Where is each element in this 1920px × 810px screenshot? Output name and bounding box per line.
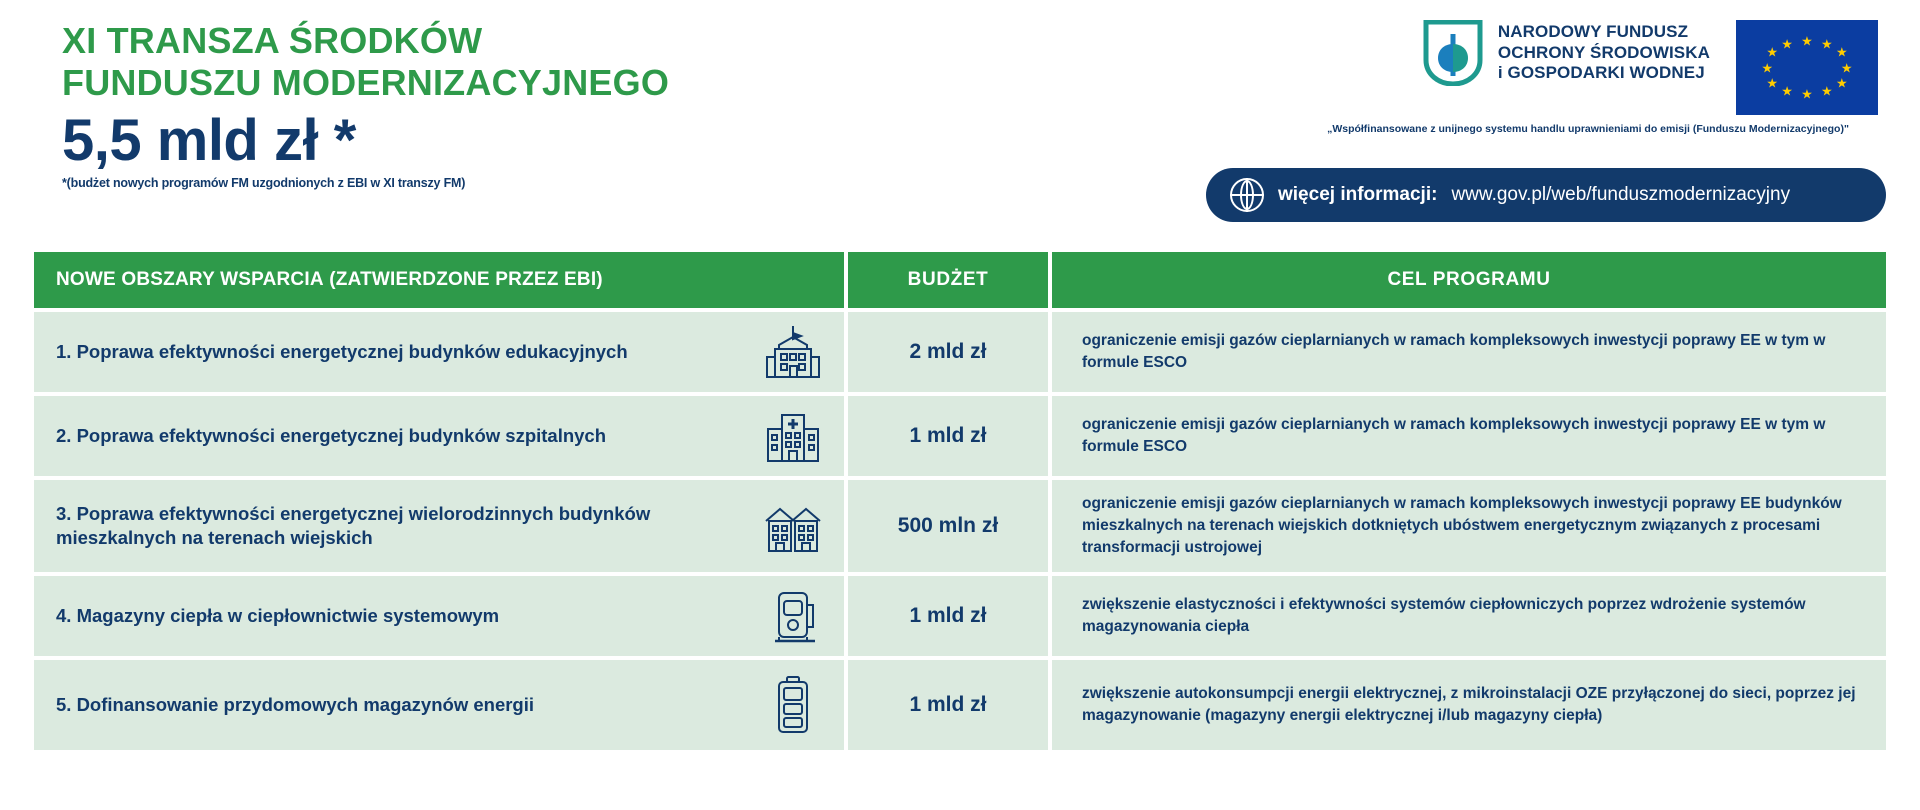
row-area-label: 1. Poprawa efektywności energetycznej budynków edukacyjnych [56,341,628,363]
headline-line-2: FUNDUSZU MODERNIZACYJNEGO [62,62,670,104]
row-goal-text: ograniczenie emisji gazów cieplarnianych w ramach kompleksowych inwestycji poprawy EE w tym w formule ESCO [1052,312,1886,392]
row-budget-value: 1 mld zł [848,660,1048,750]
more-information-label: więcej informacji: [1278,184,1438,205]
column-header-goal: CEL PROGRAMU [1052,252,1886,308]
globe-icon [1230,178,1264,212]
row-area-label: 4. Magazyny ciepła w ciepłownictwie systemowym [56,605,500,627]
website-url[interactable]: www.gov.pl/web/funduszmodernizacyjny [1451,184,1791,205]
column-header-area [34,252,844,308]
residential-buildings-icon [756,497,830,555]
nfosigw-line-3: i GOSPODARKI WODNEJ [1497,63,1705,83]
row-area-label: 2. Poprawa efektywności energetycznej budynków szpitalnych [56,425,607,447]
table-row [34,312,1886,392]
table-row [34,576,1886,656]
table-row [34,660,1886,750]
cofinancing-note: „Współfinansowane z unijnego systemu handlu uprawnieniami do emisji (Funduszu Modernizacyjnego)" [1327,123,1849,135]
row-area-cell [34,660,844,750]
headline-line-1: XI TRANSZA ŚRODKÓW [62,20,483,61]
row-budget-value: 1 mld zł [848,576,1048,656]
hospital-building-icon [756,407,830,465]
row-area-label: 3. Poprawa efektywności energetycznej wielorodzinnych budynków mieszkalnych na terenach wiejskich [56,503,651,548]
page-title [62,20,669,105]
school-building-icon [756,323,830,381]
row-area-cell [34,576,844,656]
row-budget-value: 500 mln zł [848,480,1048,572]
header [34,0,1886,190]
row-goal-text: zwiększenie elastyczności i efektywności systemów ciepłowniczych poprzez wdrożenie systemów magazynowania ciepła [1052,576,1886,656]
more-information-bar[interactable] [1206,168,1886,222]
nfosigw-wordmark [1498,22,1710,84]
battery-icon [756,674,830,736]
row-goal-text: ograniczenie emisji gazów cieplarnianych w ramach kompleksowych inwestycji poprawy EE w tym w formule ESCO [1052,396,1886,476]
column-header-area-rest: (ZATWIERDZONE PRZEZ EBI) [329,269,603,290]
column-header-area-bold: NOWE OBSZARY WSPARCIA [56,269,324,290]
total-amount: 5,5 mld zł * [62,107,356,173]
amount-footnote: *(budżet nowych programów FM uzgodnionych z EBI w XI transzy FM) [62,175,466,190]
table-row [34,396,1886,476]
row-area-cell [34,312,844,392]
nfosigw-line-2: OCHRONY ŚRODOWISKA [1497,42,1710,62]
row-budget-value: 2 mld zł [848,312,1048,392]
eu-flag-icon: ★ ★ ★ ★ ★ ★ ★ ★ ★ ★ ★ ★ [1736,20,1878,115]
table-header-row [34,252,1886,308]
nfosigw-logo [1422,20,1710,86]
nfosigw-tree-icon [1422,20,1484,86]
row-budget-value: 1 mld zł [848,396,1048,476]
heat-storage-tank-icon [756,587,830,645]
row-goal-text: ograniczenie emisji gazów cieplarnianych w ramach kompleksowych inwestycji poprawy EE budynków mieszkalnych na terenach wiejskich dotkniętych ubóstwem energetycznym związanych z procesami transformacji ustrojowej [1052,480,1886,572]
headline-block [34,20,669,190]
row-area-cell [34,480,844,572]
logo-area [1298,20,1886,135]
column-header-budget: BUDŻET [848,252,1048,308]
table-row [34,480,1886,572]
row-area-label: 5. Dofinansowanie przydomowych magazynów energii [56,694,535,716]
row-goal-text: zwiększenie autokonsumpcji energii elektrycznej, z mikroinstalacji OZE przyłączonej do sieci, poprzez jej magazynowanie (magazyny energii elektrycznej i/lub magazyny ciepła) [1052,660,1886,750]
support-areas-table [34,252,1886,754]
row-area-cell [34,396,844,476]
logo-row [1422,20,1878,115]
nfosigw-line-1: NARODOWY FUNDUSZ [1497,21,1689,41]
